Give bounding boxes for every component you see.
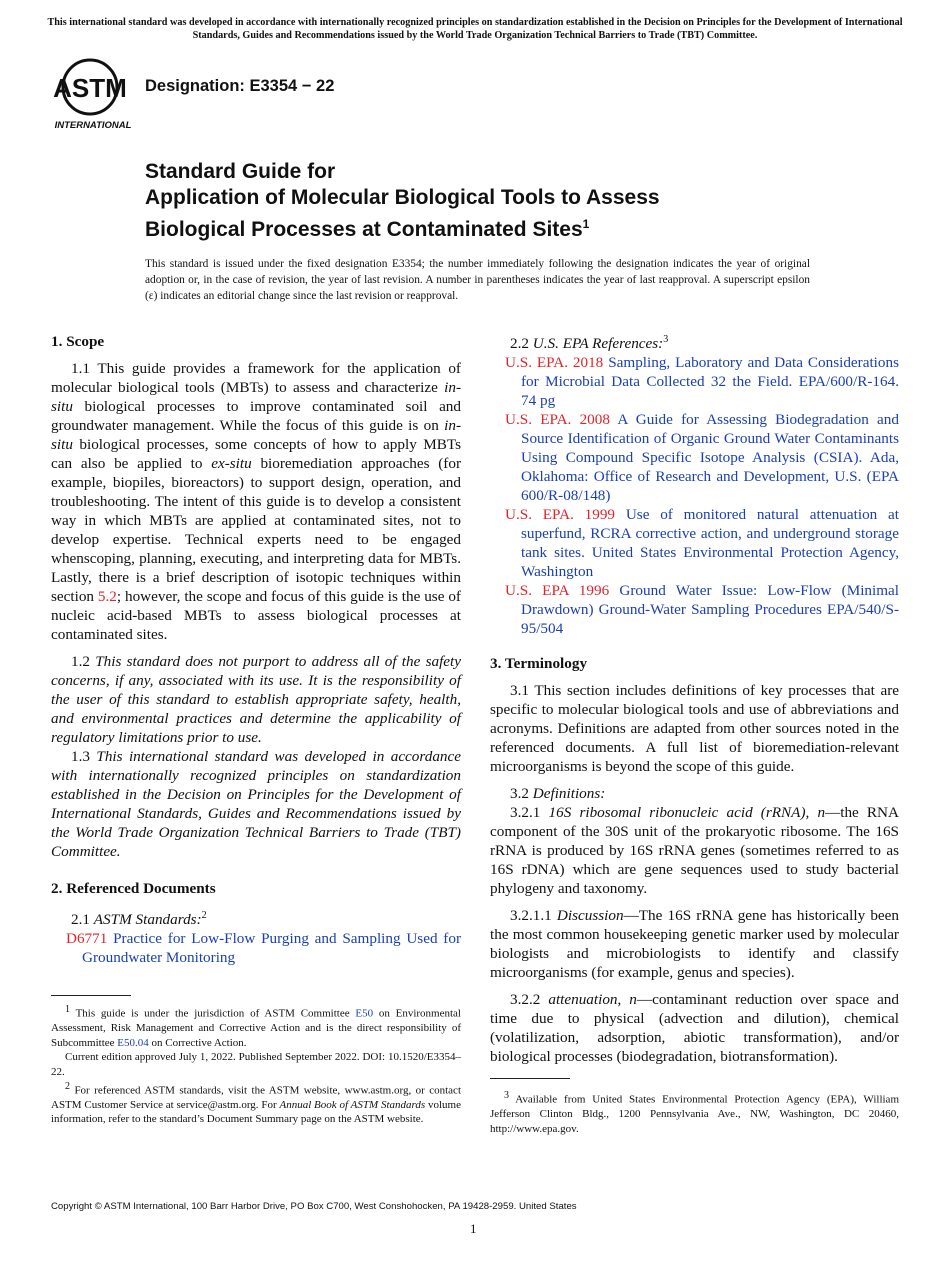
document-title — [145, 159, 845, 243]
d6771-title-link[interactable]: Practice for Low-Flow Purging and Sampling Used for Groundwater Monitoring — [82, 930, 462, 967]
ref-d6771 — [51, 929, 461, 967]
footnote-rule-right — [490, 1078, 570, 1079]
terminology-3-1: 3.1 This section includes definitions of key processes that are specific to molecular biological tools and use of abbreviations and acronyms. Definitions are adapted from other sources noted in the referenced documents. A full list of bioremediation-relevant microorganisms is beyond the scope of this guide. — [490, 682, 899, 776]
copyright-line: Copyright © ASTM International, 100 Barr Harbor Drive, PO Box C700, West Conshohocken, PA 19428-2959. United States — [51, 1201, 577, 1212]
discussion-16s-rrna: 3.2.1.1 Discussion—The 16S rRNA gene has historically been the most common housekeeping genetic marker used by molecular biologists and microbiologists to identify and classify microorganisms (for example, genus and species). — [490, 907, 899, 982]
terminology-heading: 3. Terminology — [490, 655, 588, 673]
referenced-documents-heading: 2. Referenced Documents — [51, 880, 216, 897]
astm-standards-label: 2.1 ASTM Standards:$^2$ — [71, 910, 207, 929]
footnote-3: $^3$ Available from United States Environmental Protection Agency (EPA), William Jefferson Clinton Bldg., 1200 Pennsylvania Ave., NW, Washington, DC 20460, http://www.epa.gov. — [490, 1090, 899, 1135]
footnote-1: $^1$ This guide is under the jurisdiction of ASTM Committee E50 on Environmental Assessment, Risk Management and Corrective Action and is the direct responsibility of Subcommittee E50.04 on Corrective Action. — [51, 1004, 461, 1049]
tbt-notice: This international standard was developed in accordance with internationally recognized principles on standardization established in the Decision on Principles for the Development of International Standards, Guides and Recommendations issued by the World Trade Organization Technical Barriers to Trade (TBT) Committee. — [47, 17, 903, 41]
footnote-2: $^2$ For referenced ASTM standards, visit the ASTM website, www.astm.org, or contact ASTM Customer Service at service@astm.org. For Annual Book of ASTM Standards volume information, refer to the standard’s Document Summary page on the ASTM website. — [51, 1080, 461, 1126]
title-line-3: Biological Processes at Contaminated Sites$^1$ — [145, 217, 590, 241]
epa-ref-1996: U.S. EPA 1996 Ground Water Issue: Low-Flow (Minimal Drawdown) Ground-Water Sampling Procedures EPA/540/S-95/504 — [505, 582, 900, 638]
fixed-designation-note: This standard is issued under the fixed designation E3354; the number immediately following the designation indicates the year of original adoption or, in the case of revision, the year of last revision. A number in parentheses indicates the year of last reapproval. A superscript epsilon (ε) indicates an editorial change since the last revision or reapproval. — [145, 258, 810, 302]
footnote-rule-left — [51, 995, 131, 996]
definition-16s-rrna: 3.2.1 16S ribosomal ribonucleic acid (rRNA), n—the RNA component of the 30S unit of the prokaryotic ribosome. The 16S rRNA is produced by 16S rRNA genes (sometimes referred to as 16S rDNA) which are gene sequences used to study bacterial phylogeny and taxonomy. — [490, 804, 899, 898]
title-line-2: Application of Molecular Biological Tools to Assess — [145, 186, 660, 209]
epa-references-label: 2.2 U.S. EPA References:$^3$ — [510, 334, 669, 353]
footnote-1-edition: Current edition approved July 1, 2022. Published September 2022. DOI: 10.1520/E3354–22. — [51, 1051, 461, 1079]
definition-attenuation: 3.2.2 attenuation, n—contaminant reduction over space and time due to physical (advection and dilution), chemical (volatilization, adsorption, abiotic transformation), and/or biological processes (biodegradation, biotransformation). — [490, 991, 899, 1066]
scope-1-1: 1.1 This guide provides a framework for the application of molecular biological tools (MBTs) to assess and characterize in-situ biological processes to improve contaminated soil and groundwater management. While the focus of this guide is on in-situ biological processes, some concepts of how to apply MBTs can also be applied to ex-situ bioremediation approaches (for example, biopiles, bioreactors) to support design, operation, and troubleshooting. The intent of this guide is to develop a consistent way in which MBTs are applied at contaminated sites, not to develop expertise. Technical experts need to be engaged whenscoping, planning, executing, and interpreting data for MBTs. Lastly, there is a brief description of isotopic techniques within section 5.2; however, the scope and focus of this guide is the use of nucleic acid-based MBTs to assess biological processes at contaminated sites. — [51, 360, 462, 643]
epa-ref-1999: U.S. EPA. 1999 Use of monitored natural attenuation at superfund, RCRA corrective action, and underground storage tank sites. United States Environmental Protection Agency, Washington — [505, 506, 899, 581]
svg-text:ASTM: ASTM — [53, 73, 127, 103]
e50-link[interactable]: E50 — [355, 1007, 374, 1020]
left-column — [51, 332, 461, 967]
footnotes-left — [51, 1003, 461, 1127]
d6771-link[interactable]: D6771 — [66, 930, 108, 948]
epa-reference-list — [490, 353, 899, 638]
right-column — [490, 330, 899, 1074]
e50-04-link[interactable]: E50.04 — [117, 1036, 149, 1049]
title-line-1: Standard Guide for — [145, 160, 336, 183]
scope-heading: 1. Scope — [51, 333, 105, 350]
scope-1-2: 1.2 This standard does not purport to address all of the safety concerns, if any, associated with its use. It is the responsibility of the user of this standard to establish appropriate safety, health, and environmental practices and determine the applicability of regulatory limitations prior to use. — [51, 653, 461, 746]
designation: Designation: E3354 − 22 — [145, 77, 335, 95]
title-footnote-mark[interactable]: 1 — [582, 217, 590, 231]
epa-ref-2018: U.S. EPA. 2018 Sampling, Laboratory and Data Considerations for Microbial Data Collected 32 the Field. EPA/600/R-164. 74 pg — [505, 354, 899, 410]
page-number: 1 — [470, 1221, 477, 1236]
epa-ref-2008: U.S. EPA. 2008 A Guide for Assessing Biodegradation and Source Identification of Organic Ground Water Contaminants Using Compound Specific Isotope Analysis (CSIA). Ada, Oklahoma: Office of Research and Development, U.S. (EPA 600/R-08/148) — [505, 411, 899, 505]
astm-logo — [52, 57, 134, 131]
definitions-label: 3.2 Definitions: — [510, 785, 606, 803]
section-5-2-link[interactable]: 5.2 — [97, 588, 117, 605]
scope-1-3: 1.3 This international standard was developed in accordance with internationally recognized principles on standardization established in the Decision on Principles for the Development of International Standards, Guides and Recommendations issued by the World Trade Organization Technical Barriers to Trade (TBT) Committee. — [51, 748, 461, 860]
footnotes-right — [490, 1089, 899, 1136]
svg-text:INTERNATIONAL: INTERNATIONAL — [54, 120, 132, 131]
